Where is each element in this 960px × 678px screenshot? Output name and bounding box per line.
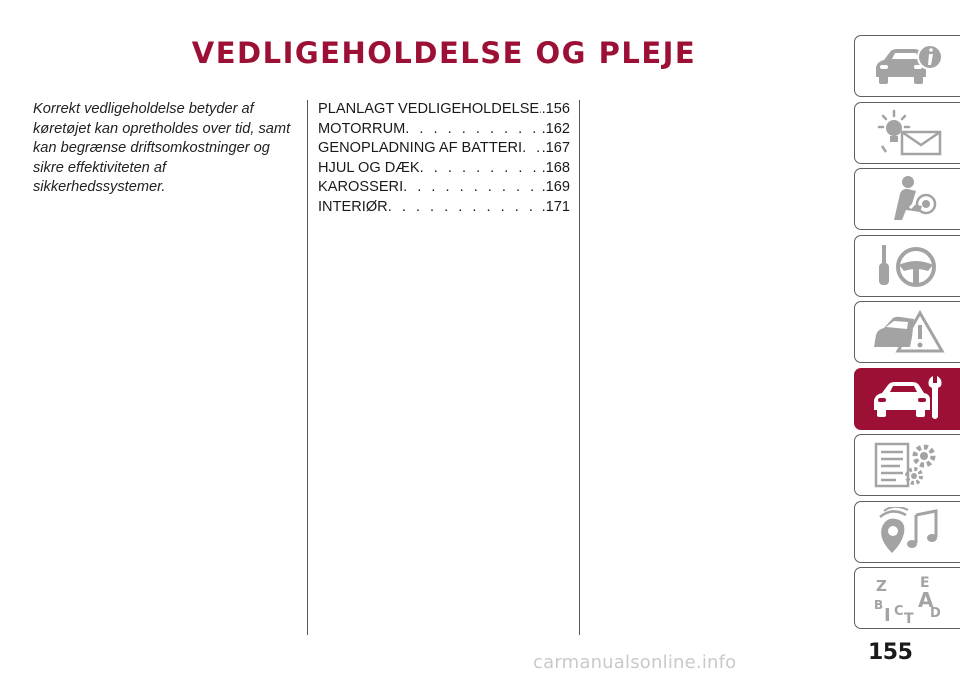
toc-page-number: .169 bbox=[541, 179, 570, 196]
svg-text:E: E bbox=[919, 575, 930, 591]
toc-leader-dots bbox=[522, 139, 541, 159]
tab-car-info[interactable] bbox=[854, 35, 960, 97]
multimedia-music-icon bbox=[870, 507, 946, 557]
toc-label: PLANLAGT VEDLIGEHOLDELSE bbox=[318, 101, 540, 117]
accident-warning-icon bbox=[870, 307, 946, 357]
tab-multimedia[interactable] bbox=[854, 501, 960, 563]
svg-text:A: A bbox=[917, 588, 933, 612]
toc-label: INTERIØR bbox=[318, 198, 388, 215]
toc-page-number: .171 bbox=[541, 198, 570, 215]
toc-label: KAROSSERI bbox=[318, 179, 404, 196]
alphabet-index-icon bbox=[870, 573, 946, 623]
toc-leader-dots bbox=[388, 198, 541, 218]
warning-light-message-icon bbox=[870, 108, 946, 158]
toc-leader-dots bbox=[405, 120, 540, 140]
tab-index[interactable] bbox=[854, 567, 960, 629]
toc-label: HJUL OG DÆK bbox=[318, 159, 420, 176]
column-divider-right bbox=[579, 100, 580, 635]
seat-airbag-icon bbox=[870, 174, 946, 224]
toc-label: GENOPLADNING AF BATTERI bbox=[318, 140, 523, 157]
toc-leader-dots bbox=[420, 159, 541, 179]
toc-entry-interior[interactable] bbox=[318, 198, 570, 218]
svg-text:Z: Z bbox=[875, 577, 887, 595]
column-divider-left bbox=[307, 100, 308, 635]
svg-text:D: D bbox=[929, 606, 941, 621]
tab-emergency[interactable] bbox=[854, 301, 960, 363]
intro-text: Korrekt vedligeholdelse betyder af køretøjet kan opretholdes over tid, samt kan begrænse driftsomkostninger og sikre effektiviteten af sikkerhedssystemer. bbox=[33, 101, 291, 196]
toc-leader-dots bbox=[403, 178, 540, 198]
toc-page-number: .156 bbox=[541, 101, 570, 117]
page-title: VEDLIGEHOLDELSE OG PLEJE bbox=[191, 36, 697, 70]
svg-text:I: I bbox=[883, 605, 891, 623]
toc-label: MOTORRUM bbox=[318, 120, 406, 137]
toc-entry-hjul-og-daek[interactable] bbox=[318, 159, 570, 179]
key-steering-wheel-icon bbox=[870, 241, 946, 291]
toc-page-number: .167 bbox=[541, 140, 570, 157]
specs-gear-icon bbox=[870, 440, 946, 490]
toc-page-number: .168 bbox=[541, 159, 570, 176]
watermark: carmanualsonline.info bbox=[533, 652, 737, 673]
tab-safety[interactable] bbox=[854, 168, 960, 230]
toc-entry-motorrum[interactable] bbox=[318, 120, 570, 140]
page-number: 155 bbox=[868, 640, 913, 665]
chapter-tabs bbox=[854, 35, 960, 634]
toc-entry-genopladning-af-batteri[interactable] bbox=[318, 139, 570, 159]
toc-entry-planlagt-vedligeholdelse[interactable] bbox=[318, 100, 570, 120]
toc-page-number: .162 bbox=[541, 120, 570, 137]
car-info-icon bbox=[870, 41, 946, 91]
table-of-contents bbox=[318, 100, 570, 218]
svg-text:C: C bbox=[893, 604, 904, 619]
tab-starting-driving[interactable] bbox=[854, 235, 960, 297]
car-wrench-icon bbox=[870, 374, 946, 424]
svg-text:B: B bbox=[873, 598, 883, 612]
tab-maintenance[interactable] bbox=[854, 368, 960, 430]
tab-technical-data[interactable] bbox=[854, 434, 960, 496]
svg-text:T: T bbox=[903, 611, 914, 623]
tab-warning-lights[interactable] bbox=[854, 102, 960, 164]
toc-entry-karosseri[interactable] bbox=[318, 178, 570, 198]
